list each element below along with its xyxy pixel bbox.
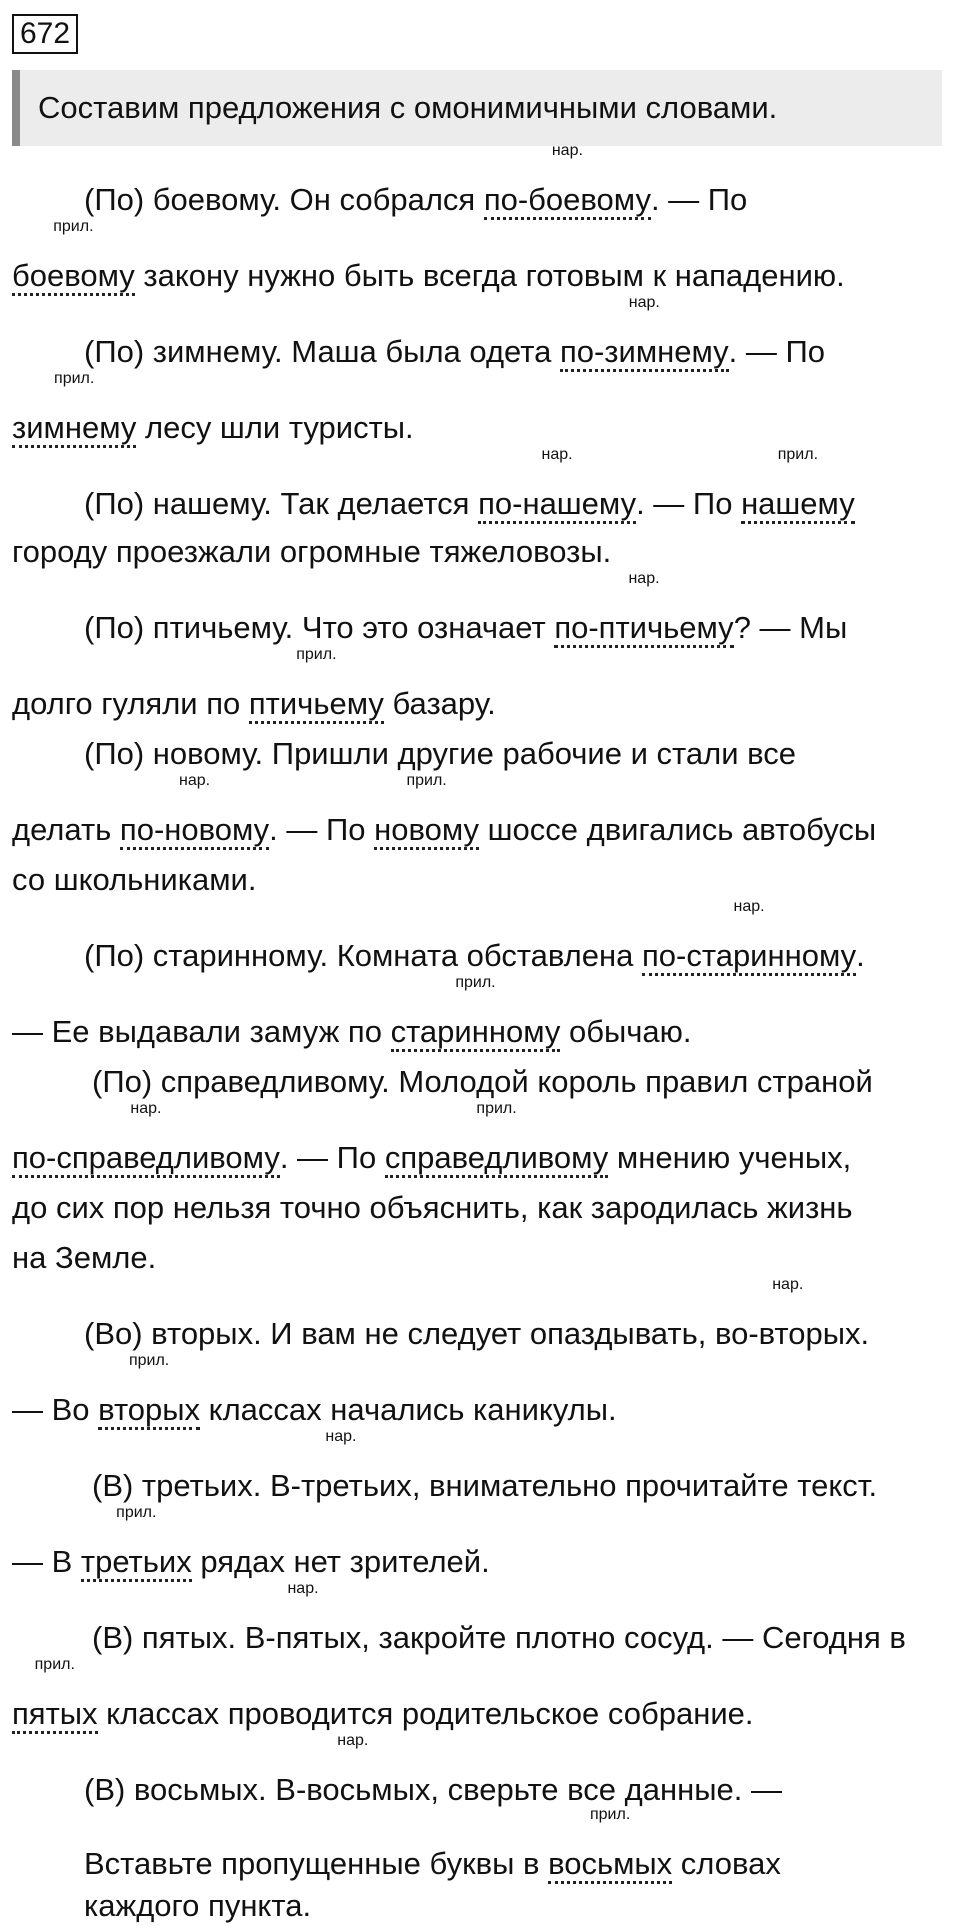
text-segment: шоссе двигались автобусы	[479, 812, 877, 847]
adverb-word: нар. по-птичьему	[554, 611, 733, 648]
text-line	[12, 1352, 960, 1430]
adverb-word: нар. по-старинному	[642, 939, 856, 976]
text-segment: классах начались каникулы.	[200, 1392, 617, 1427]
text-line	[84, 898, 960, 976]
text-segment: . — По	[650, 182, 748, 217]
text-segment: . — По	[728, 334, 826, 369]
text-segment: мнению ученых,	[608, 1140, 852, 1175]
text-segment: ? — Мы	[733, 610, 848, 645]
text-line	[12, 1238, 960, 1278]
text-line	[84, 1806, 960, 1884]
adjective-word: прил. зимнему	[12, 411, 136, 448]
text-segment: классах проводится родительское собрание.	[97, 1696, 754, 1731]
text-line	[84, 570, 960, 648]
text-segment: (По) справедливому. Молодой король правил страной	[92, 1064, 873, 1099]
text-segment: (По) новому. Пришли другие рабочие и стали все	[84, 736, 796, 771]
text-line	[12, 532, 960, 572]
text-line	[12, 370, 960, 448]
text-segment: лесу шли туристы.	[136, 410, 414, 445]
adjective-word: прил. старинному	[391, 1015, 561, 1052]
adjective-word: прил. птичьему	[249, 687, 384, 724]
adverb-mark: нар.	[733, 898, 765, 915]
adverb-mark: нар.	[772, 1276, 804, 1293]
adjective-mark: прил.	[406, 772, 447, 789]
adverb-mark: нар.	[325, 1428, 357, 1445]
text-line	[12, 646, 960, 724]
adverb-word: нар. по-нашему	[478, 487, 636, 524]
adverb-word: нар. по-боевому	[484, 183, 651, 220]
text-segment: долго гуляли по	[12, 686, 249, 721]
adjective-mark: прил.	[589, 1806, 631, 1823]
text-segment: . — По	[636, 486, 742, 521]
adjective-word: прил. восьмых	[548, 1847, 672, 1884]
adjective-mark: прил.	[128, 1352, 170, 1369]
text-segment: до сих пор нельзя точно объяснить, как зародилась жизнь	[12, 1190, 853, 1225]
text-line	[12, 218, 960, 296]
text-segment: (По) птичьему. Что это означает	[84, 610, 555, 645]
adjective-mark: прил.	[116, 1504, 157, 1521]
text-line	[12, 1504, 960, 1582]
text-line	[84, 734, 960, 774]
adverb-word: нар. В-восьмых	[275, 1732, 431, 1807]
exercise-number: 672	[12, 14, 78, 54]
adjective-word: прил. нашему	[741, 487, 855, 524]
adverb-word: нар. В-пятых	[244, 1580, 362, 1655]
adjective-mark: прил.	[455, 974, 496, 991]
adjective-mark: прил.	[476, 1100, 517, 1117]
text-segment: Вставьте пропущенные буквы в	[84, 1846, 549, 1881]
text-line	[12, 1656, 960, 1734]
exercise-heading: Составим предложения с омонимичными словами.	[12, 70, 942, 146]
adjective-mark: прил.	[54, 370, 95, 387]
text-segment: . — По	[269, 812, 375, 847]
text-line	[84, 1732, 960, 1810]
text-segment: делать	[12, 812, 120, 847]
adjective-word: прил. справедливому	[385, 1141, 608, 1178]
text-segment: базару.	[383, 686, 496, 721]
text-line	[84, 446, 960, 524]
text-segment: .	[860, 1316, 870, 1351]
text-line	[12, 974, 960, 1052]
adjective-mark: прил.	[34, 1656, 75, 1673]
adverb-word: нар. во-вторых	[714, 1276, 861, 1351]
adjective-mark: прил.	[296, 646, 337, 663]
text-segment: закону нужно быть всегда готовым к нападению.	[134, 258, 845, 293]
adjective-word: прил. пятых	[12, 1697, 98, 1734]
text-line	[92, 1580, 960, 1658]
text-segment: (В) третьих.	[92, 1468, 270, 1503]
text-line	[12, 772, 960, 850]
text-segment: на Земле.	[12, 1240, 157, 1275]
adjective-mark: прил.	[53, 218, 94, 235]
text-segment: — Ее выдавали замуж по	[12, 1014, 391, 1049]
text-segment: каждого пункта.	[84, 1888, 312, 1923]
text-segment: , сверьте все данные. —	[430, 1772, 782, 1807]
text-segment: словах	[672, 1846, 781, 1881]
text-segment: — В	[12, 1544, 81, 1579]
text-line	[12, 860, 960, 900]
text-segment: со школьниками.	[12, 862, 257, 897]
text-line	[92, 1062, 960, 1102]
adjective-word: прил. вторых	[98, 1393, 200, 1430]
text-line	[12, 1100, 960, 1178]
adjective-word: прил. третьих	[81, 1545, 192, 1582]
adverb-mark: нар.	[541, 446, 573, 463]
text-segment: , внимательно прочитайте текст.	[411, 1468, 878, 1503]
adjective-word: прил. новому	[374, 813, 479, 850]
text-segment: (По) старинному. Комната обставлена	[84, 938, 642, 973]
text-segment: рядах нет зрителей.	[191, 1544, 490, 1579]
text-segment: . — По	[279, 1140, 385, 1175]
adverb-mark: нар.	[628, 294, 660, 311]
text-segment: городу проезжали огромные тяжеловозы.	[12, 534, 612, 569]
text-line	[84, 1276, 960, 1354]
adverb-mark: нар.	[551, 142, 583, 159]
text-segment: , закройте плотно сосуд. — Сегодня в	[361, 1620, 906, 1655]
adverb-mark: нар.	[337, 1732, 369, 1749]
text-segment: — Во	[12, 1392, 99, 1427]
text-segment: (В) пятых.	[92, 1620, 245, 1655]
adverb-mark: нар.	[130, 1100, 162, 1117]
adverb-mark: нар.	[178, 772, 211, 789]
text-segment: (В) восьмых.	[84, 1772, 276, 1807]
adverb-word: нар. В-третьих	[269, 1428, 412, 1503]
text-line	[84, 294, 960, 372]
adverb-word: нар. по-новому	[120, 813, 269, 850]
text-segment: .	[856, 938, 865, 973]
adverb-mark: нар.	[628, 570, 660, 587]
text-segment: обычаю.	[560, 1014, 692, 1049]
adverb-word: нар. по-справедливому	[12, 1141, 280, 1178]
text-segment: (Во) вторых. И вам не следует опаздывать,	[84, 1316, 715, 1351]
adjective-word: прил. боевому	[12, 259, 135, 296]
text-line	[84, 142, 960, 220]
adverb-mark: нар.	[287, 1580, 319, 1597]
text-line	[92, 1428, 960, 1506]
text-segment: (По) нашему. Так делается	[84, 486, 479, 521]
adjective-mark: прил.	[777, 446, 819, 463]
text-line	[84, 1886, 960, 1926]
text-segment: (По) боевому. Он собрался	[84, 182, 484, 217]
text-line	[12, 1188, 960, 1228]
adverb-word: нар. по-зимнему	[560, 335, 729, 372]
text-segment: (По) зимнему. Маша была одета	[84, 334, 560, 369]
